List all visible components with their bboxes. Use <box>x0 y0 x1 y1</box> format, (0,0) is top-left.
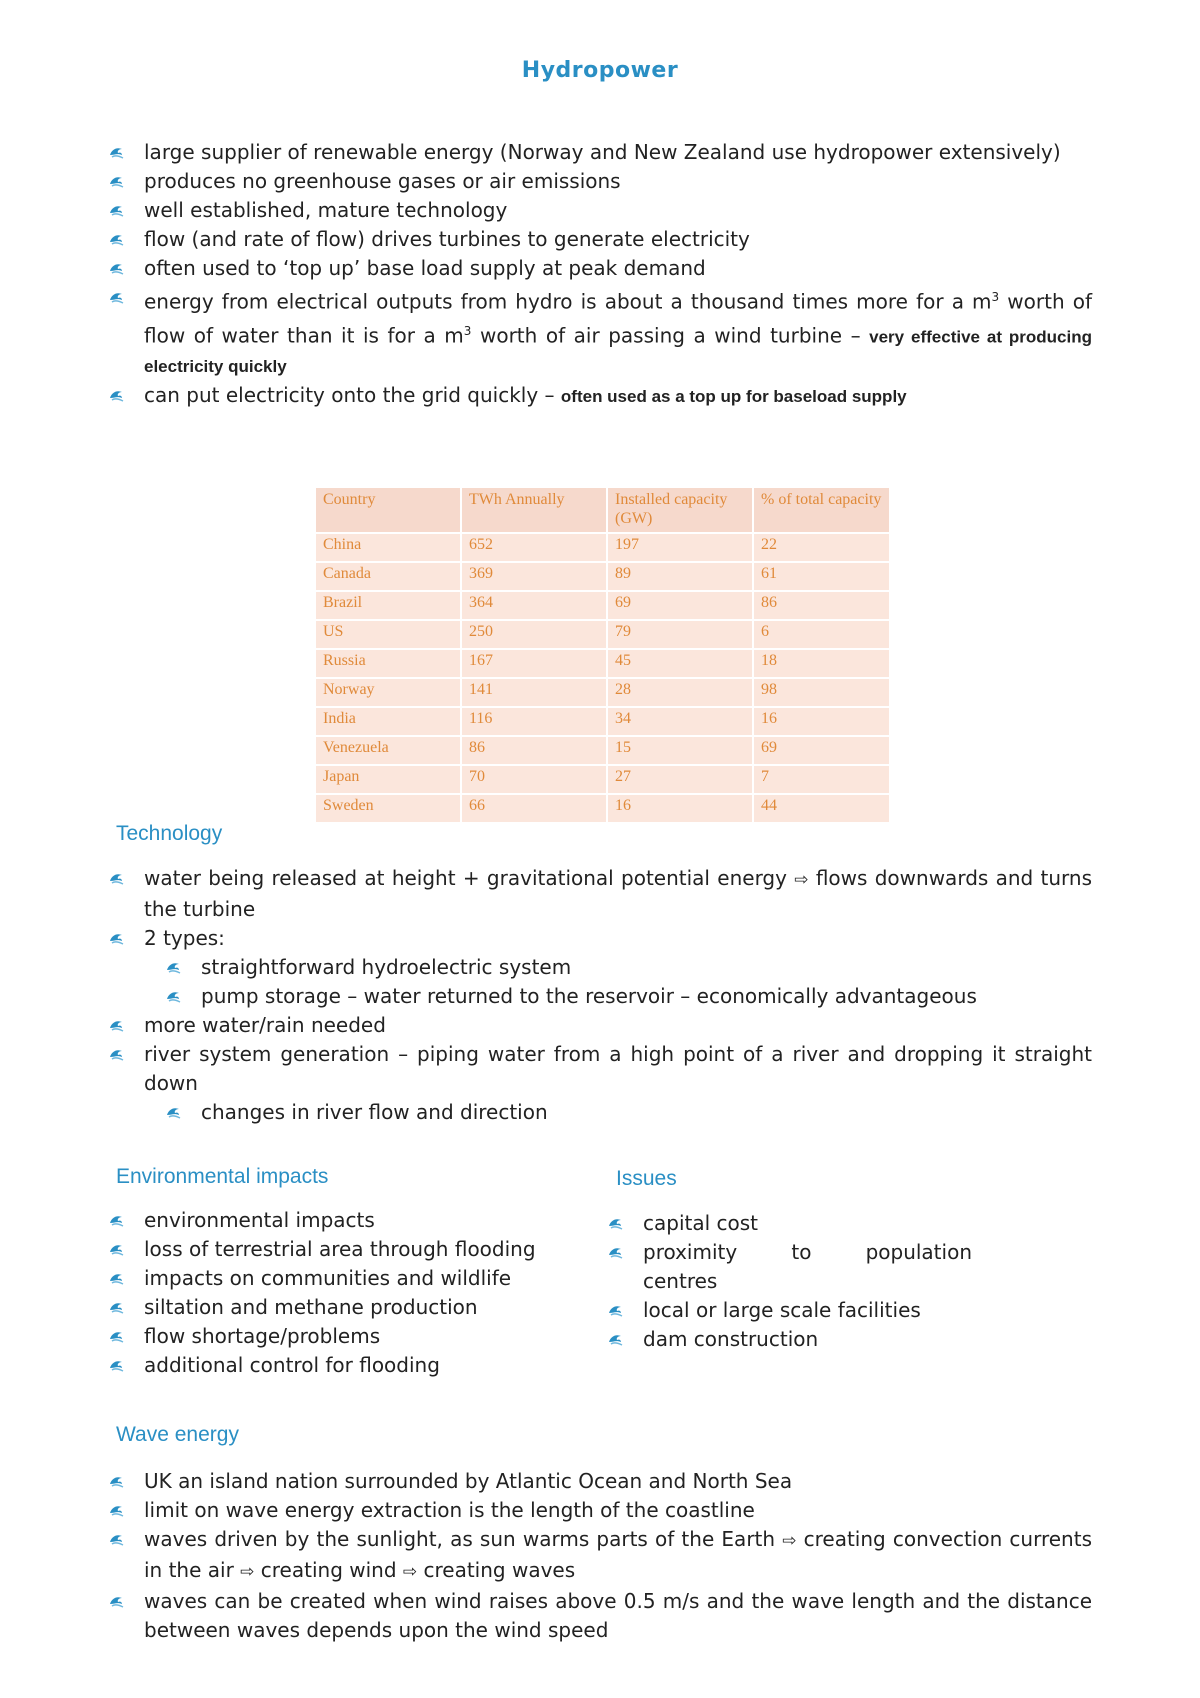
list-item: impacts on communities and wildlife <box>108 1264 598 1293</box>
table-cell: 44 <box>754 795 889 824</box>
wave-bullet-icon <box>165 1103 181 1119</box>
wave-bullet-list <box>108 1467 1092 1645</box>
table-cell: 69 <box>754 737 889 766</box>
intro-bullet-list <box>108 138 1092 411</box>
list-item: river system generation – piping water from a high point of a river and dropping it straight down <box>108 1040 1092 1098</box>
wave-bullet-icon <box>108 1269 124 1285</box>
list-item: produces no greenhouse gases or air emissions <box>108 167 1092 196</box>
table-cell: China <box>316 534 462 563</box>
capacity-table <box>316 488 889 824</box>
table-row <box>316 563 889 592</box>
table-cell: Canada <box>316 563 462 592</box>
wave-bullet-icon <box>108 143 124 159</box>
wave-bullet-icon <box>165 958 181 974</box>
list-item: environmental impacts <box>108 1206 598 1235</box>
table-row <box>316 795 889 824</box>
wave-bullet-icon <box>607 1330 623 1346</box>
section-heading-technology: Technology <box>116 822 223 845</box>
column-header: Installed capacity (GW) <box>608 488 754 534</box>
wave-bullet-icon <box>108 1356 124 1372</box>
list-item: 2 types: <box>108 924 1092 953</box>
list-item: additional control for flooding <box>108 1351 598 1380</box>
technology-bullet-list <box>108 864 1092 1127</box>
list-item: waves driven by the sunlight, as sun warms parts of the Earth ⇨ creating convection currents in the air ⇨ creating wind ⇨ creating waves <box>108 1525 1092 1587</box>
arrow-icon: ⇨ <box>240 1562 255 1582</box>
wave-bullet-icon <box>108 1045 124 1061</box>
table-cell: Norway <box>316 679 462 708</box>
table-cell: 167 <box>462 650 608 679</box>
table-row <box>316 592 889 621</box>
list-item: water being released at height + gravitational potential energy ⇨ flows downwards and turns the turbine <box>108 864 1092 924</box>
wave-bullet-icon <box>607 1214 623 1230</box>
table-cell: Japan <box>316 766 462 795</box>
table-header-row <box>316 488 889 534</box>
table-row <box>316 650 889 679</box>
list-item: local or large scale facilities <box>607 1296 972 1325</box>
table-cell: 15 <box>608 737 754 766</box>
table-row <box>316 766 889 795</box>
list-item: can put electricity onto the grid quickly – often used as a top up for baseload supply <box>108 381 1092 411</box>
table-cell: 18 <box>754 650 889 679</box>
table-cell: 98 <box>754 679 889 708</box>
table-cell: Sweden <box>316 795 462 824</box>
wave-bullet-icon <box>108 1327 124 1343</box>
section-heading-issues: Issues <box>616 1167 677 1190</box>
table-cell: 86 <box>754 592 889 621</box>
table-cell: 34 <box>608 708 754 737</box>
section-heading-wave-energy: Wave energy <box>116 1423 239 1446</box>
table-body <box>316 534 889 824</box>
table-cell: Venezuela <box>316 737 462 766</box>
table-row <box>316 621 889 650</box>
table-cell: 116 <box>462 708 608 737</box>
table-cell: India <box>316 708 462 737</box>
list-item: more water/rain needed <box>108 1011 1092 1040</box>
table-cell: 652 <box>462 534 608 563</box>
wave-bullet-icon <box>108 1501 124 1517</box>
table-row <box>316 708 889 737</box>
table-cell: 16 <box>608 795 754 824</box>
wave-bullet-icon <box>108 1592 124 1608</box>
list-item: well established, mature technology <box>108 196 1092 225</box>
list-item: flow shortage/problems <box>108 1322 598 1351</box>
wave-bullet-icon <box>108 172 124 188</box>
list-item: UK an island nation surrounded by Atlantic Ocean and North Sea <box>108 1467 1092 1496</box>
table-row <box>316 534 889 563</box>
table-cell: 89 <box>608 563 754 592</box>
table-cell: 250 <box>462 621 608 650</box>
wave-bullet-icon <box>108 1472 124 1488</box>
list-item: limit on wave energy extraction is the length of the coastline <box>108 1496 1092 1525</box>
table-cell: 66 <box>462 795 608 824</box>
table-cell: 27 <box>608 766 754 795</box>
column-header: TWh Annually <box>462 488 608 534</box>
wave-bullet-icon <box>165 987 181 1003</box>
wave-bullet-icon <box>108 1016 124 1032</box>
wave-bullet-icon <box>108 259 124 275</box>
wave-bullet-icon <box>108 230 124 246</box>
emphasis-text: very effective at producing electricity quickly <box>144 327 1092 377</box>
table-cell: 364 <box>462 592 608 621</box>
arrow-icon: ⇨ <box>782 1531 797 1551</box>
table-cell: 6 <box>754 621 889 650</box>
page-title: Hydropower <box>521 58 679 83</box>
column-header: % of total capacity <box>754 488 889 534</box>
table-cell: 69 <box>608 592 754 621</box>
table-cell: 369 <box>462 563 608 592</box>
table-cell: 61 <box>754 563 889 592</box>
list-item: often used to ‘top up’ base load supply at peak demand <box>108 254 1092 283</box>
table-cell: 141 <box>462 679 608 708</box>
table-cell: US <box>316 621 462 650</box>
table-cell: 70 <box>462 766 608 795</box>
arrow-icon: ⇨ <box>794 870 809 890</box>
wave-bullet-icon <box>108 201 124 217</box>
list-item: energy from electrical outputs from hydro is about a thousand times more for a $m^3$ worth of flow of water than it is for a $m^3$ worth of air passing a wind turbine – very effective at producing electricity quickly <box>108 283 1092 381</box>
table-cell: 28 <box>608 679 754 708</box>
wave-bullet-icon <box>108 1240 124 1256</box>
list-item: large supplier of renewable energy (Norway and New Zealand use hydropower extensively) <box>108 138 1092 167</box>
section-heading-environmental-impacts: Environmental impacts <box>116 1165 329 1188</box>
list-item: capital cost <box>607 1209 972 1238</box>
wave-bullet-icon <box>108 386 124 402</box>
table-cell: Brazil <box>316 592 462 621</box>
list-item: pump storage – water returned to the reservoir – economically advantageous <box>165 982 1092 1011</box>
table-cell: 86 <box>462 737 608 766</box>
wave-bullet-icon <box>108 288 124 304</box>
table-row <box>316 737 889 766</box>
environmental-bullet-list <box>108 1206 598 1380</box>
table-cell: Russia <box>316 650 462 679</box>
table-cell: 197 <box>608 534 754 563</box>
wave-bullet-icon <box>108 1530 124 1546</box>
list-item: siltation and methane production <box>108 1293 598 1322</box>
list-item: loss of terrestrial area through flooding <box>108 1235 598 1264</box>
list-item: straightforward hydroelectric system <box>165 953 1092 982</box>
table-cell: 16 <box>754 708 889 737</box>
column-header: Country <box>316 488 462 534</box>
wave-bullet-icon <box>607 1301 623 1317</box>
table-cell: 7 <box>754 766 889 795</box>
wave-bullet-icon <box>108 929 124 945</box>
list-item: proximity to population centres <box>607 1238 972 1296</box>
table-row <box>316 679 889 708</box>
table-cell: 79 <box>608 621 754 650</box>
list-item: flow (and rate of flow) drives turbines to generate electricity <box>108 225 1092 254</box>
list-item: dam construction <box>607 1325 972 1354</box>
issues-bullet-list <box>607 1209 972 1354</box>
emphasis-text: often used as a top up for baseload supply <box>560 387 907 407</box>
wave-bullet-icon <box>108 1298 124 1314</box>
wave-bullet-icon <box>108 1211 124 1227</box>
wave-bullet-icon <box>108 869 124 885</box>
wave-bullet-icon <box>607 1243 623 1259</box>
list-item: waves can be created when wind raises above 0.5 m/s and the wave length and the distance between waves depends upon the wind speed <box>108 1587 1092 1645</box>
arrow-icon: ⇨ <box>402 1562 418 1582</box>
list-item: changes in river flow and direction <box>165 1098 1092 1127</box>
table-cell: 22 <box>754 534 889 563</box>
table-cell: 45 <box>608 650 754 679</box>
